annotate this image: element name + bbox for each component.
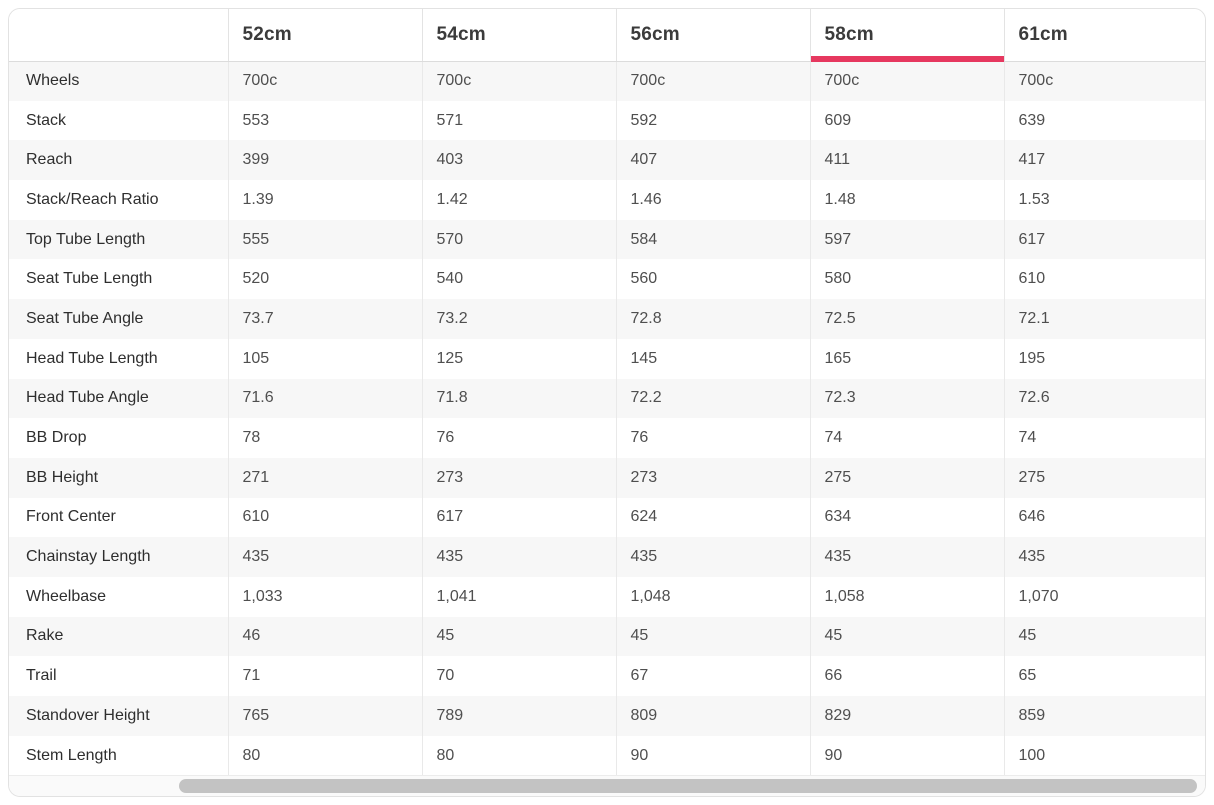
- size-tab-56cm[interactable]: [616, 9, 810, 61]
- cell-value: 145: [616, 339, 810, 379]
- cell-value: 553: [228, 101, 422, 141]
- cell-value: 555: [228, 220, 422, 260]
- cell-value: 165: [810, 339, 1004, 379]
- cell-value: 411: [810, 140, 1004, 180]
- cell-value: 617: [1004, 220, 1205, 260]
- cell-value: 45: [616, 617, 810, 657]
- row-label: BB Height: [9, 458, 228, 498]
- row-label: Top Tube Length: [9, 220, 228, 260]
- cell-value: 624: [616, 498, 810, 538]
- cell-value: 829: [810, 696, 1004, 736]
- cell-value: 540: [422, 259, 616, 299]
- cell-value: 273: [616, 458, 810, 498]
- cell-value: 1,033: [228, 577, 422, 617]
- cell-value: 1,058: [810, 577, 1004, 617]
- table-row: [9, 418, 1205, 458]
- cell-value: 90: [616, 736, 810, 776]
- cell-value: 72.5: [810, 299, 1004, 339]
- cell-value: 435: [228, 537, 422, 577]
- table-row: [9, 537, 1205, 577]
- cell-value: 435: [422, 537, 616, 577]
- cell-value: 73.2: [422, 299, 616, 339]
- cell-value: 1,048: [616, 577, 810, 617]
- horizontal-scrollbar-track[interactable]: [9, 775, 1205, 796]
- table-row: [9, 101, 1205, 141]
- row-label: Seat Tube Angle: [9, 299, 228, 339]
- cell-value: 700c: [616, 61, 810, 101]
- cell-value: 435: [616, 537, 810, 577]
- cell-value: 66: [810, 656, 1004, 696]
- table-row: [9, 577, 1205, 617]
- table-row: [9, 458, 1205, 498]
- cell-value: 584: [616, 220, 810, 260]
- size-tab-52cm[interactable]: [228, 9, 422, 61]
- table-row: [9, 498, 1205, 538]
- table-row: [9, 259, 1205, 299]
- row-label: Wheels: [9, 61, 228, 101]
- row-label: Chainstay Length: [9, 537, 228, 577]
- cell-value: 105: [228, 339, 422, 379]
- cell-value: 275: [1004, 458, 1205, 498]
- cell-value: 634: [810, 498, 1004, 538]
- row-label: Standover Height: [9, 696, 228, 736]
- size-tab-54cm[interactable]: [422, 9, 616, 61]
- cell-value: 403: [422, 140, 616, 180]
- cell-value: 46: [228, 617, 422, 657]
- row-label: Wheelbase: [9, 577, 228, 617]
- cell-value: 1,041: [422, 577, 616, 617]
- table-row: [9, 140, 1205, 180]
- cell-value: 1.42: [422, 180, 616, 220]
- cell-value: 80: [228, 736, 422, 776]
- cell-value: 71.6: [228, 379, 422, 419]
- cell-value: 275: [810, 458, 1004, 498]
- cell-value: 571: [422, 101, 616, 141]
- cell-value: 609: [810, 101, 1004, 141]
- geometry-table: [9, 9, 1205, 775]
- table-row: [9, 696, 1205, 736]
- cell-value: 1.53: [1004, 180, 1205, 220]
- cell-value: 700c: [1004, 61, 1205, 101]
- size-tab-58cm[interactable]: [810, 9, 1004, 61]
- horizontal-scrollbar-thumb[interactable]: [179, 779, 1197, 793]
- cell-value: 407: [616, 140, 810, 180]
- table-row: [9, 617, 1205, 657]
- row-label: Stack/Reach Ratio: [9, 180, 228, 220]
- cell-value: 417: [1004, 140, 1205, 180]
- cell-value: 100: [1004, 736, 1205, 776]
- table-row: [9, 61, 1205, 101]
- row-label: Seat Tube Length: [9, 259, 228, 299]
- cell-value: 76: [422, 418, 616, 458]
- geometry-rows: [9, 61, 1205, 775]
- cell-value: 560: [616, 259, 810, 299]
- table-row: [9, 220, 1205, 260]
- cell-value: 78: [228, 418, 422, 458]
- cell-value: 271: [228, 458, 422, 498]
- cell-value: 73.7: [228, 299, 422, 339]
- cell-value: 859: [1004, 696, 1205, 736]
- cell-value: 1,070: [1004, 577, 1205, 617]
- cell-value: 610: [228, 498, 422, 538]
- cell-value: 700c: [228, 61, 422, 101]
- row-label: Head Tube Angle: [9, 379, 228, 419]
- geometry-table-card: [8, 8, 1206, 797]
- cell-value: 1.39: [228, 180, 422, 220]
- size-tab-61cm[interactable]: [1004, 9, 1205, 61]
- size-tab-label: 54cm: [436, 23, 486, 45]
- row-label: BB Drop: [9, 418, 228, 458]
- row-label: Head Tube Length: [9, 339, 228, 379]
- corner-cell: [9, 9, 228, 61]
- row-label: Reach: [9, 140, 228, 180]
- cell-value: 610: [1004, 259, 1205, 299]
- cell-value: 1.46: [616, 180, 810, 220]
- cell-value: 435: [1004, 537, 1205, 577]
- cell-value: 195: [1004, 339, 1205, 379]
- cell-value: 273: [422, 458, 616, 498]
- cell-value: 45: [810, 617, 1004, 657]
- cell-value: 72.6: [1004, 379, 1205, 419]
- table-row: [9, 180, 1205, 220]
- cell-value: 399: [228, 140, 422, 180]
- cell-value: 597: [810, 220, 1004, 260]
- row-label: Front Center: [9, 498, 228, 538]
- cell-value: 617: [422, 498, 616, 538]
- cell-value: 765: [228, 696, 422, 736]
- cell-value: 1.48: [810, 180, 1004, 220]
- cell-value: 809: [616, 696, 810, 736]
- cell-value: 76: [616, 418, 810, 458]
- table-row: [9, 379, 1205, 419]
- table-row: [9, 339, 1205, 379]
- row-label: Stack: [9, 101, 228, 141]
- cell-value: 71.8: [422, 379, 616, 419]
- cell-value: 592: [616, 101, 810, 141]
- cell-value: 789: [422, 696, 616, 736]
- size-tab-label: 58cm: [824, 23, 874, 45]
- cell-value: 125: [422, 339, 616, 379]
- row-label: Stem Length: [9, 736, 228, 776]
- size-tab-label: 61cm: [1018, 23, 1068, 45]
- cell-value: 45: [1004, 617, 1205, 657]
- cell-value: 72.2: [616, 379, 810, 419]
- cell-value: 570: [422, 220, 616, 260]
- cell-value: 65: [1004, 656, 1205, 696]
- table-row: [9, 656, 1205, 696]
- cell-value: 72.1: [1004, 299, 1205, 339]
- cell-value: 700c: [810, 61, 1004, 101]
- selected-tab-underline: [811, 56, 1004, 62]
- row-label: Rake: [9, 617, 228, 657]
- cell-value: 646: [1004, 498, 1205, 538]
- size-header-row: [9, 9, 1205, 61]
- cell-value: 580: [810, 259, 1004, 299]
- cell-value: 639: [1004, 101, 1205, 141]
- cell-value: 70: [422, 656, 616, 696]
- cell-value: 45: [422, 617, 616, 657]
- cell-value: 435: [810, 537, 1004, 577]
- cell-value: 80: [422, 736, 616, 776]
- cell-value: 67: [616, 656, 810, 696]
- cell-value: 520: [228, 259, 422, 299]
- size-tab-label: 56cm: [630, 23, 680, 45]
- size-tab-label: 52cm: [242, 23, 292, 45]
- cell-value: 700c: [422, 61, 616, 101]
- cell-value: 90: [810, 736, 1004, 776]
- cell-value: 74: [810, 418, 1004, 458]
- cell-value: 71: [228, 656, 422, 696]
- cell-value: 72.8: [616, 299, 810, 339]
- table-row: [9, 299, 1205, 339]
- cell-value: 72.3: [810, 379, 1004, 419]
- table-row: [9, 736, 1205, 776]
- cell-value: 74: [1004, 418, 1205, 458]
- row-label: Trail: [9, 656, 228, 696]
